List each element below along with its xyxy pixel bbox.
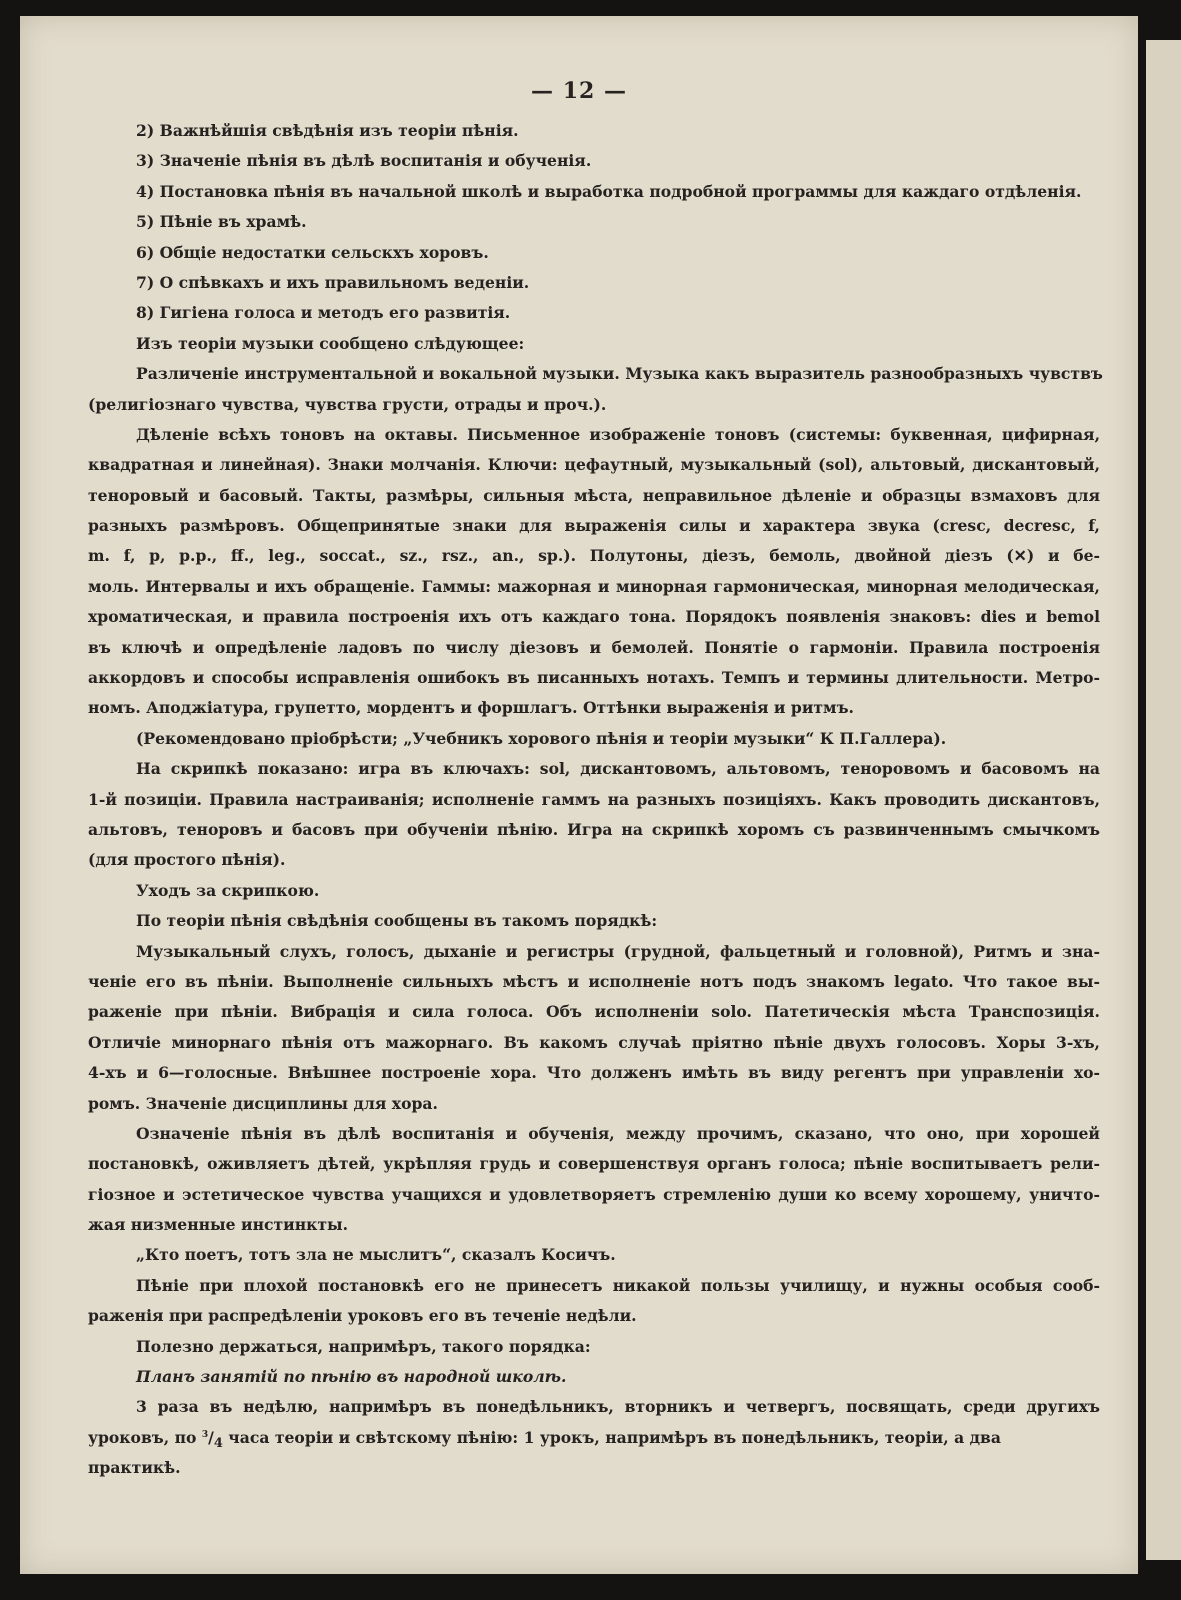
text-line: Различеніе инструментальной и вокальной музыки. Музыка какъ выразитель разнообразныхъ чувствъ xyxy=(136,364,1103,384)
adjacent-page-edge xyxy=(1146,40,1181,1560)
text-line: (Рекомендовано пріобрѣсти; „Учебникъ хорового пѣнія и теоріи музыки“ К П.Галлера). xyxy=(136,728,947,748)
text-line: аккордовъ и способы исправленія ошибокъ въ писанныхъ нотахъ. Темпъ и термины длительности. Метро- xyxy=(88,668,1100,688)
text-line: Изъ теоріи музыки сообщено слѣдующее: xyxy=(136,333,525,353)
text-line: 2) Важнѣйшія свѣдѣнія изъ теоріи пѣнія. xyxy=(136,121,519,140)
fraction-numerator: 3 xyxy=(201,1429,209,1440)
text-line: раженія при распредѣленіи уроковъ его въ теченіе недѣли. xyxy=(88,1306,637,1326)
plan-heading: Планъ занятій по пѣнію въ народной школѣ. xyxy=(136,1367,567,1387)
fraction-line-rest: часа теоріи и свѣтскому пѣнію: 1 урокъ, напримѣръ въ понедѣльникъ, теоріи, а два xyxy=(222,1427,1001,1447)
text-line: 8) Гигіена голоса и методъ его развитія. xyxy=(136,303,511,323)
text-line: 7) О спѣвкахъ и ихъ правильномъ веденіи. xyxy=(136,272,530,292)
text-line: разныхъ размѣровъ. Общепринятые знаки для выраженія силы и характера звука (cresc, decresc, f, xyxy=(88,516,1100,536)
text-line: хроматическая, и правила построенія ихъ отъ каждаго тона. Порядокъ появленія знаковъ: dies и bemol xyxy=(88,607,1100,627)
text-line: „Кто поетъ, тотъ зла не мыслитъ“, сказалъ Косичъ. xyxy=(136,1245,616,1265)
text-line: 6) Общіе недостатки сельскхъ хоровъ. xyxy=(136,242,489,262)
text-line: въ ключѣ и опредѣленіе ладовъ по числу діезовъ и бемолей. Понятіе о гармоніи. Правила построенія xyxy=(88,637,1100,657)
text-line: Пѣніе при плохой постановкѣ его не принесетъ никакой пользы училищу, и нужны особыя сооб- xyxy=(136,1275,1100,1295)
text-line: моль. Интервалы и ихъ обращеніе. Гаммы: мажорная и минорная гармоническая, минорная мелодическая, xyxy=(88,576,1100,596)
text-line: m. f, p, p.p., ff., leg., soccat., sz., rsz., an., sp.). Полутоны, діезъ, бемоль, двойной діезъ (✕) и бе- xyxy=(88,546,1100,566)
book-page xyxy=(20,16,1138,1574)
text-line: ченіе его въ пѣніи. Выполненіе сильныхъ мѣстъ и исполненіе нотъ подъ знакомъ legato. Что такое вы- xyxy=(88,971,1100,991)
text-line: ромъ. Значеніе дисциплины для хора. xyxy=(88,1093,438,1113)
text-line: Дѣленіе всѣхъ тоновъ на октавы. Письменное изображеніе тоновъ (системы: буквенная, цифирная, xyxy=(136,424,1100,444)
text-line: 4-хъ и 6—голосные. Внѣшнее построеніе хора. Что долженъ имѣть въ виду регентъ при управленіи хо- xyxy=(88,1063,1100,1083)
text-line: Полезно держаться, напримѣръ, такого порядка: xyxy=(136,1336,591,1356)
text-line: 1-й позиціи. Правила настраиванія; исполненіе гаммъ на разныхъ позиціяхъ. Какъ проводить дискантовъ, xyxy=(88,789,1100,809)
text-line: теноровый и басовый. Такты, размѣры, сильныя мѣста, неправильное дѣленіе и образцы взмаховъ для xyxy=(88,485,1100,505)
text-line: 4) Постановка пѣнія въ начальной школѣ и выработка подробной программы для каждаго отдѣленія. xyxy=(136,181,1082,201)
text-line: Означеніе пѣнія въ дѣлѣ воспитанія и обученія, между прочимъ, сказано, что оно, при хорошей xyxy=(136,1123,1100,1143)
text-line: На скрипкѣ показано: игра въ ключахъ: sol, дискантовомъ, альтовомъ, теноровомъ и басовомъ на xyxy=(136,759,1100,779)
fraction-denominator: 4 xyxy=(213,1435,223,1451)
text-line: 3) Значеніе пѣнія въ дѣлѣ воспитанія и обученія. xyxy=(136,151,592,171)
text-line xyxy=(88,1423,1100,1453)
text-line: (для простого пѣнія). xyxy=(88,850,286,870)
text-line: квадратная и линейная). Знаки молчанія. Ключи: цефаутный, музыкальный (sol), альтовый, дискантовый, xyxy=(88,455,1100,475)
page-number: — 12 — xyxy=(531,78,627,104)
text-line: 3 раза въ недѣлю, напримѣръ въ понедѣльникъ, вторникъ и четвергъ, посвящать, среди другихъ xyxy=(136,1397,1100,1417)
text-line: альтовъ, теноровъ и басовъ при обученіи пѣнію. Игра на скрипкѣ хоромъ съ развинченнымъ смычкомъ xyxy=(88,819,1100,839)
text-line: номъ. Аподжіатура, групетто, мордентъ и форшлагъ. Оттѣнки выраженія и ритмъ. xyxy=(88,698,854,718)
text-line: (религіознаго чувства, чувства грусти, отрады и проч.). xyxy=(88,394,607,414)
text-line: практикѣ. xyxy=(88,1458,181,1478)
fraction-slash: / xyxy=(208,1427,214,1447)
text-line: раженіе при пѣніи. Вибрація и сила голоса. Объ исполненіи solo. Патетическія мѣста Транспозиція. xyxy=(88,1002,1100,1022)
text-line: Уходъ за скрипкою. xyxy=(136,880,320,900)
text-line: Музыкальный слухъ, голосъ, дыханіе и регистры (грудной, фальцетный и головной), Ритмъ и зна- xyxy=(136,941,1100,961)
page-body xyxy=(88,116,1103,1484)
text-line: гіозное и эстетическое чувства учащихся и удовлетворяетъ стремленію души ко всему хорошему, уничто- xyxy=(88,1184,1100,1204)
text-line: постановкѣ, оживляетъ дѣтей, укрѣпляя грудь и совершенствуя органъ голоса; пѣніе воспитываетъ рели- xyxy=(88,1154,1100,1174)
text-line: Отличіе минорнаго пѣнія отъ мажорнаго. Въ какомъ случаѣ пріятно пѣніе двухъ голосовъ. Хоры 3-хъ, xyxy=(88,1032,1100,1052)
fraction-line-start: уроковъ, по xyxy=(88,1427,197,1447)
text-line: жая низменные инстинкты. xyxy=(88,1215,349,1235)
text-line: 5) Пѣніе въ храмѣ. xyxy=(136,212,307,232)
text-line: По теоріи пѣнія свѣдѣнія сообщены въ такомъ порядкѣ: xyxy=(136,911,658,931)
